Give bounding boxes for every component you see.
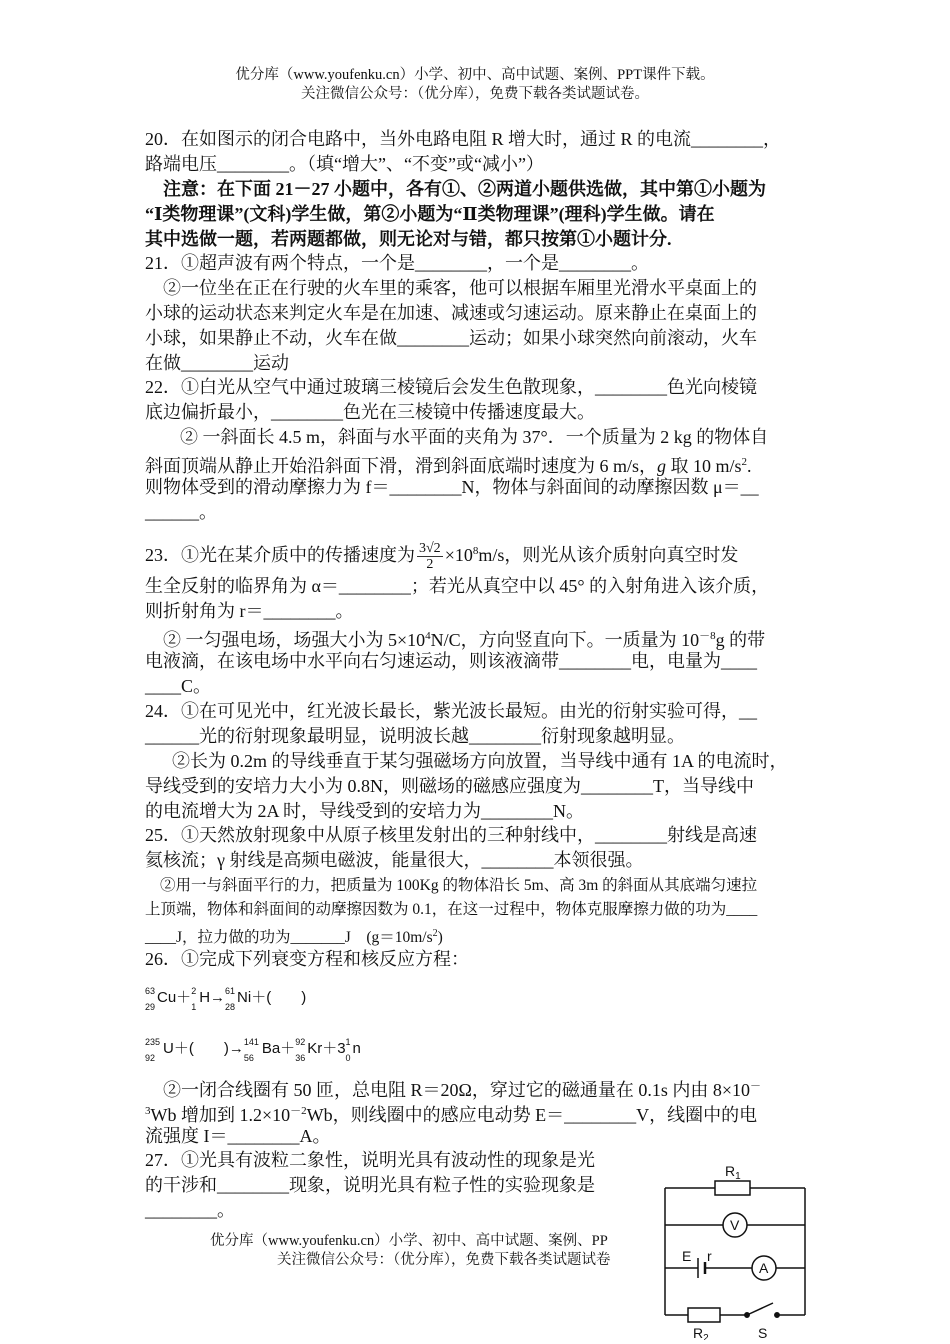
atomic-number: 92 xyxy=(145,1053,156,1063)
switch-lever xyxy=(747,1303,773,1315)
mass-number: 235 xyxy=(145,1037,161,1047)
element-symbol: n xyxy=(352,1040,361,1057)
q20-line-2: 路端电压________。（填“增大”、“不变”或“减小”） xyxy=(145,154,544,174)
element-symbol: H→ xyxy=(199,989,226,1006)
q21-line-1: 21．①超声波有两个特点，一个是________，一个是________。 xyxy=(145,253,649,273)
atomic-number: 1 xyxy=(191,1002,197,1012)
q21-line-5: 在做________运动 xyxy=(145,353,289,373)
note-line-2: “Ⅰ类物理课”(文科)学生做，第②小题为“Ⅱ类物理课”(理科)学生做。请在 xyxy=(145,204,715,224)
element-symbol: Ni＋( ) xyxy=(237,989,307,1006)
q27-line-1: 27．①光具有波粒二象性，说明光具有波动性的现象是光 xyxy=(145,1150,595,1170)
footer-line-1: 优分库（www.youfenku.cn）小学、初中、高中试题、案例、PP xyxy=(210,1233,608,1249)
q24-line-3: ②长为 0.2m 的导线垂直于某匀强磁场方向放置，当导线中通有 1A 的电流时， xyxy=(172,751,788,771)
q22-line-5: 则物体受到的滑动摩擦力为 f＝________N，物体与斜面间的动摩擦因数 μ＝__ xyxy=(145,477,759,497)
q24-line-5: 的电流增大为 2A 时，导线受到的安培力为________N。 xyxy=(145,801,585,821)
mass-number: 92 xyxy=(295,1037,306,1047)
q26-line-3-text: Wb 增加到 1.2×10 xyxy=(150,1105,291,1125)
q24-line-1: 24．①在可见光中，红光波长最长，紫光波长最短。由光的衍射实验可得，__ xyxy=(145,701,757,721)
superscript: 4 xyxy=(425,630,431,642)
header-line-2: 关注微信公众号：（优分库），免费下载各类试题试卷。 xyxy=(301,86,649,102)
q22-line-2: 底边偏折最小，________色光在三棱镜中传播速度最大。 xyxy=(145,402,595,422)
q27-line-3: ________。 xyxy=(145,1200,235,1220)
q25-line-4: 上顶端，物体和斜面间的动摩擦因数为 0.1，在这一过程中，物体克服摩擦力做的功为____ xyxy=(145,901,758,918)
superscript: －2 xyxy=(290,1105,307,1117)
q25-line-5-text: ____J，拉力做的功为_______J (g＝10m/s xyxy=(145,929,433,947)
superscript: 8 xyxy=(472,545,479,557)
q26-line-1: 26．①完成下列衰变方程和核反应方程： xyxy=(145,949,469,969)
q26-line-3-rest: Wb，则线圈中的感应电动势 E＝________V，线圈中的电 xyxy=(306,1105,758,1125)
nuclear-equation-2 xyxy=(145,1036,810,1062)
nuclide-hydrogen xyxy=(191,985,225,1011)
q25-line-2: 氦核流；γ 射线是高频电磁波，能量很大，________本领很强。 xyxy=(145,850,644,870)
q21-line-2: ②一位坐在正在行驶的火车里的乘客，他可以根据车厢里光滑水平桌面上的 xyxy=(163,278,757,298)
q23-line-4-end: g 的带 xyxy=(715,630,766,650)
mass-number: 1 xyxy=(345,1037,351,1047)
label-e: E xyxy=(682,1248,692,1264)
nuclide-barium xyxy=(244,1036,295,1062)
label-r2-letter: R xyxy=(693,1325,704,1340)
element-symbol: Cu＋ xyxy=(157,989,192,1006)
q22-line-1: 22．①白光从空气中通过玻璃三棱镜后会发生色散现象，________色光向棱镜 xyxy=(145,377,757,397)
label-a: A xyxy=(759,1260,769,1276)
q23-line-4-text: ② 一匀强电场，场强大小为 5×10 xyxy=(163,630,426,650)
q23-times-ten: ×10 xyxy=(444,545,473,565)
q27-line-2: 的干涉和________现象，说明光具有粒子性的实验现象是 xyxy=(145,1175,595,1195)
nuclide-nickel xyxy=(225,985,306,1011)
element-symbol: Kr＋3 xyxy=(307,1040,346,1057)
switch-contact xyxy=(775,1313,779,1317)
nuclide-uranium xyxy=(145,1036,244,1062)
q24-line-4: 导线受到的安培力大小为 0.8N，则磁场的磁感应强度为________T，当导线中 xyxy=(145,776,754,796)
q23-line-2: 生全反射的临界角为 α＝________；若光从真空中以 45° 的入射角进入该介质， xyxy=(145,576,770,596)
superscript: 2 xyxy=(432,928,438,939)
superscript: 3 xyxy=(145,1105,151,1117)
atomic-number: 36 xyxy=(295,1053,306,1063)
q25-line-5-end: ) xyxy=(437,929,443,947)
mass-number: 63 xyxy=(145,986,156,996)
q25-line-5 xyxy=(145,923,810,949)
q22-line-6: ______。 xyxy=(145,502,217,522)
q20-line-1: 20．在如图示的闭合电路中，当外电路电阻 R 增大时，通过 R 的电流________， xyxy=(145,129,782,149)
fraction-denominator: 2 xyxy=(426,557,434,573)
atomic-number: 28 xyxy=(225,1002,236,1012)
q25-line-3: ②用一与斜面平行的力，把质量为 100Kg 的物体沿长 5m、高 3m 的斜面从其底端匀速拉 xyxy=(160,877,758,894)
q21-line-3: 小球的运动状态来判定火车是在加速、减速或匀速运动。原来静止在桌面上的 xyxy=(145,303,757,323)
mass-number: 141 xyxy=(243,1037,259,1047)
label-v: V xyxy=(730,1217,740,1233)
atomic-number: 29 xyxy=(145,1002,156,1012)
header-line-1: 优分库（www.youfenku.cn）小学、初中、高中试题、案例、PPT课件下载。 xyxy=(235,67,715,83)
q22-line-4-unit: 取 10 m/s xyxy=(666,456,742,476)
nuclide-krypton xyxy=(295,1036,345,1062)
q23-line-4-mid: N/C，方向竖直向下。一质量为 10 xyxy=(430,630,700,650)
label-r1-letter: R xyxy=(725,1163,736,1179)
nuclide-copper xyxy=(145,985,191,1011)
superscript: 2 xyxy=(741,456,748,468)
superscript: －8 xyxy=(699,630,716,642)
label-r1-sub: 1 xyxy=(735,1171,741,1182)
mass-number: 2 xyxy=(191,986,197,996)
q22-line-4-text: 斜面顶端从静止开始沿斜面下滑，滑到斜面底端时速度为 6 m/s， xyxy=(145,456,658,476)
resistor-r2 xyxy=(688,1308,720,1322)
atomic-number: 56 xyxy=(243,1053,254,1063)
q23-line-1-text: 23．①光在某介质中的传播速度为 xyxy=(145,545,415,565)
note-line-1: 注意：在下面 21－27 小题中，各有①、②两道小题供选做，其中第①小题为 xyxy=(163,179,766,199)
resistor-r1 xyxy=(715,1181,750,1195)
nuclear-equation-1 xyxy=(145,985,810,1011)
gravity-symbol: g xyxy=(657,456,667,476)
q26-line-2 xyxy=(163,1075,828,1101)
fraction-numerator: 3√2 xyxy=(419,541,441,557)
q23-line-5: 电液滴，在该电场中水平向右匀速运动，则该液滴带________电，电量为____ xyxy=(145,651,757,671)
q25-line-1: 25．①天然放射现象中从原子核里发射出的三种射线中，________射线是高速 xyxy=(145,825,757,845)
q26-line-3 xyxy=(145,1100,810,1126)
circuit-diagram xyxy=(655,1160,820,1340)
note-line-3: 其中选做一题，若两题都做，则无论对与错，都只按第①小题计分. xyxy=(145,229,672,249)
label-internal-r: r xyxy=(707,1248,712,1264)
label-r2-sub: 2 xyxy=(703,1333,709,1340)
q21-line-4: 小球，如果静止不动，火车在做________运动；如果小球突然向前滚动，火车 xyxy=(145,328,757,348)
q24-line-2: ______光的衍射现象最明显，说明波长越________衍射现象越明显。 xyxy=(145,726,685,746)
q23-line-4 xyxy=(163,625,828,651)
q23-line-6: ____C。 xyxy=(145,676,212,696)
element-symbol: U＋( )→ xyxy=(163,1040,244,1057)
atomic-number: 0 xyxy=(345,1053,351,1063)
mass-number: 61 xyxy=(225,986,236,996)
superscript: － xyxy=(750,1080,762,1092)
label-r1 xyxy=(725,1163,741,1182)
label-s: S xyxy=(758,1325,768,1340)
q23-line-1 xyxy=(145,536,810,572)
q23-line-3: 则折射角为 r＝________。 xyxy=(145,601,354,621)
element-symbol: Ba＋ xyxy=(261,1040,296,1057)
q22-line-4-end: . xyxy=(747,456,752,476)
q22-line-4 xyxy=(145,451,810,477)
q23-line-1-rest: m/s，则光从该介质射向真空时发 xyxy=(478,545,739,565)
velocity-fraction xyxy=(417,541,443,572)
footer-line-2: 关注微信公众号：（优分库），免费下载各类试题试卷 xyxy=(277,1252,611,1268)
label-r2 xyxy=(693,1325,709,1340)
q26-line-4: 流强度 I＝________A。 xyxy=(145,1126,331,1146)
nuclide-neutron xyxy=(346,1036,361,1062)
q22-line-3: ② 一斜面长 4.5 m，斜面与水平面的夹角为 37°．一个质量为 2 kg 的物体自 xyxy=(180,427,769,447)
q26-line-2-text: ②一闭合线圈有 50 匝，总电阻 R＝20Ω，穿过它的磁通量在 0.1s 内由 8×10 xyxy=(163,1080,751,1100)
